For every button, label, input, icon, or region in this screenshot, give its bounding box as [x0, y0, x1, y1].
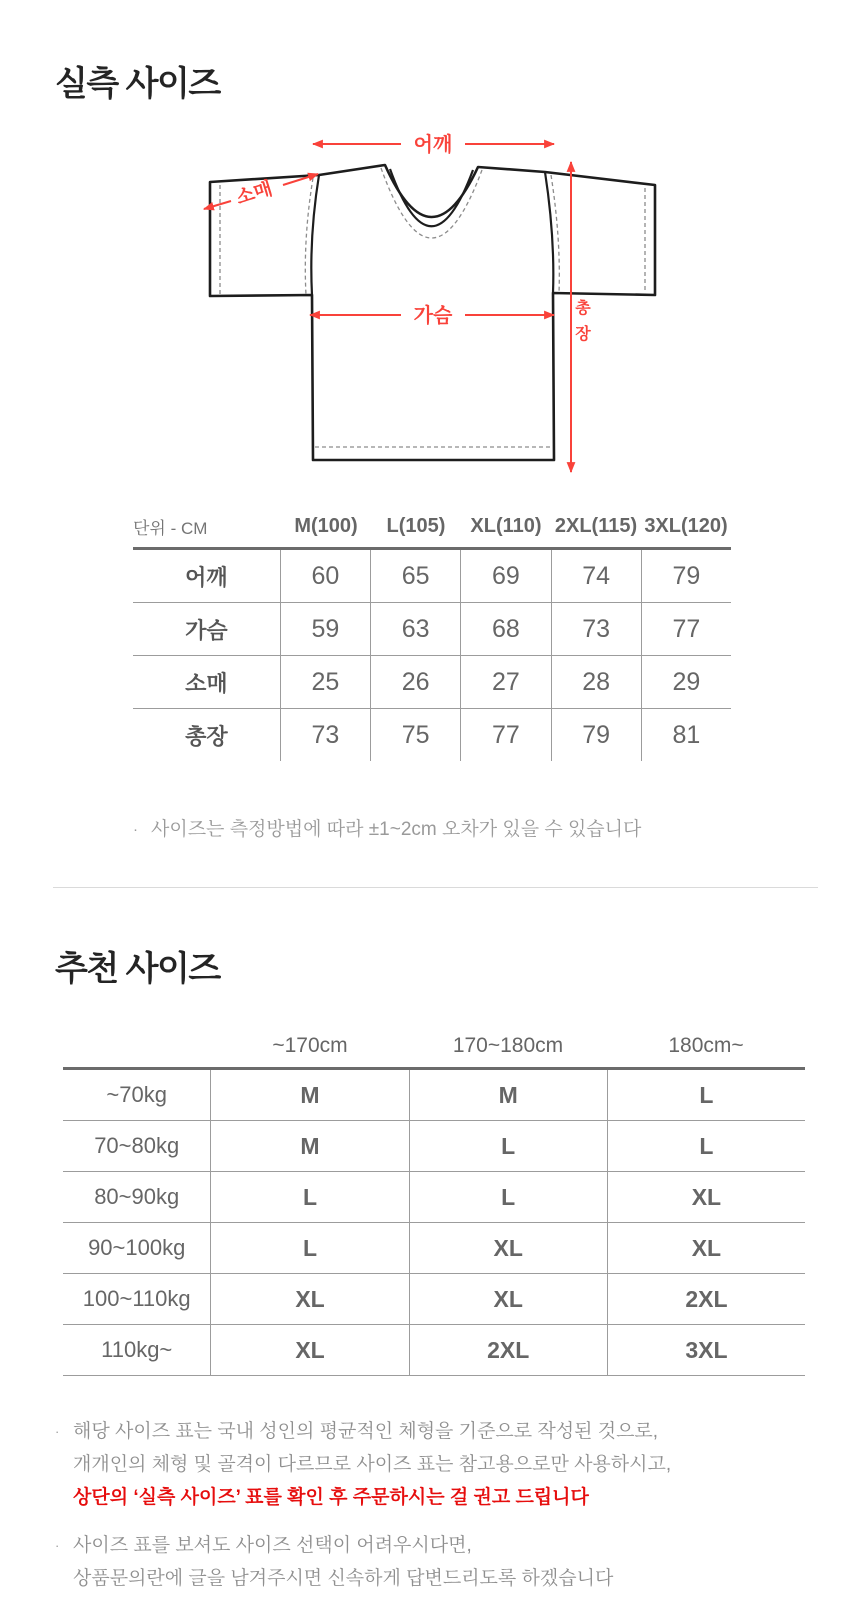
size-value: 68	[460, 603, 550, 655]
recommended-size: XL	[409, 1223, 607, 1273]
sleeve-label: 소매	[233, 178, 276, 210]
row-label: 가슴	[185, 617, 228, 643]
bullet-dot: ·	[133, 821, 138, 838]
note-text: 사이즈는 측정방법에 따라 ±1~2cm 오차가 있을 수 있습니다	[151, 819, 642, 840]
recommended-size: L	[409, 1172, 607, 1222]
size-value: 77	[641, 603, 731, 655]
recommended-size: 2XL	[607, 1274, 805, 1324]
recommended-size: XL	[607, 1172, 805, 1222]
column-header: L(105)	[386, 515, 446, 537]
bullet-dot: ·	[55, 1424, 60, 1439]
size-value: 59	[280, 603, 370, 655]
shoulder-label: 어깨	[413, 134, 453, 156]
size-value: 25	[280, 656, 370, 708]
table-row	[63, 1324, 805, 1376]
table-row	[63, 1273, 805, 1324]
column-header: M(100)	[294, 515, 358, 537]
recommended-size: L	[210, 1223, 408, 1273]
recommended-size: L	[607, 1121, 805, 1171]
size-value: 79	[641, 550, 731, 602]
table-row	[133, 602, 731, 655]
recommended-size-title: 추천 사이즈	[55, 950, 220, 988]
table-row	[63, 1171, 805, 1222]
weight-row-label: 100~110kg	[82, 1286, 191, 1311]
size-inquiry-note	[55, 1529, 613, 1595]
size-value: 65	[370, 550, 460, 602]
recommended-size: L	[607, 1070, 805, 1120]
weight-row-label: 110kg~	[101, 1337, 173, 1362]
length-label-bottom: 장	[575, 326, 591, 343]
height-column-header: ~170cm	[272, 1034, 348, 1057]
recommended-size: 3XL	[607, 1325, 805, 1375]
height-column-header: 170~180cm	[452, 1034, 564, 1057]
table-row	[63, 1070, 805, 1120]
size-value: 29	[641, 656, 731, 708]
weight-row-label: 80~90kg	[94, 1184, 180, 1209]
bullet-dot: ·	[55, 1538, 60, 1553]
recommended-table-header-row	[63, 1025, 805, 1070]
inquiry-text	[73, 1529, 613, 1595]
disclaimer-line-2: 개개인의 체형 및 골격이 다르므로 사이즈 표는 참고용으로만 사용하시고,	[73, 1454, 672, 1475]
chest-label: 가슴	[413, 305, 453, 327]
recommended-size-table	[63, 1025, 805, 1376]
size-value: 79	[551, 709, 641, 761]
recommended-size: M	[210, 1070, 408, 1120]
size-value: 28	[551, 656, 641, 708]
recommended-size: M	[409, 1070, 607, 1120]
row-label: 소매	[185, 670, 228, 696]
recommended-size: 2XL	[409, 1325, 607, 1375]
inquiry-line-2: 상품문의란에 글을 남겨주시면 신속하게 답변드리도록 하겠습니다	[73, 1568, 614, 1589]
recommended-size: XL	[409, 1274, 607, 1324]
recommended-size: L	[210, 1172, 408, 1222]
section-divider	[53, 887, 818, 888]
measured-table-header-row	[133, 506, 731, 550]
size-value: 69	[460, 550, 550, 602]
measured-size-table	[133, 506, 731, 761]
recommended-size: L	[409, 1121, 607, 1171]
measurement-tolerance-note	[133, 817, 641, 843]
size-chart-disclaimer-note	[55, 1415, 671, 1514]
recommended-size: XL	[210, 1325, 408, 1375]
size-value: 63	[370, 603, 460, 655]
size-value: 81	[641, 709, 731, 761]
size-value: 27	[460, 656, 550, 708]
recommended-size: M	[210, 1121, 408, 1171]
disclaimer-text	[73, 1415, 671, 1514]
table-row	[63, 1222, 805, 1273]
recommended-size: XL	[607, 1223, 805, 1273]
table-row	[133, 550, 731, 602]
size-value: 77	[460, 709, 550, 761]
unit-label: 단위 - CM	[133, 519, 208, 538]
table-row	[133, 708, 731, 761]
size-value: 74	[551, 550, 641, 602]
inquiry-line-1: 사이즈 표를 보셔도 사이즈 선택이 어려우시다면,	[73, 1535, 472, 1556]
size-value: 75	[370, 709, 460, 761]
measured-size-title: 실측 사이즈	[55, 65, 220, 103]
row-label: 어깨	[185, 564, 228, 590]
tshirt-measurement-diagram	[150, 115, 710, 495]
size-value: 60	[280, 550, 370, 602]
size-value: 73	[551, 603, 641, 655]
length-label-top: 총	[575, 300, 591, 317]
weight-row-label: 90~100kg	[88, 1235, 186, 1260]
table-row	[133, 655, 731, 708]
recommended-size: XL	[210, 1274, 408, 1324]
column-header: 3XL(120)	[644, 515, 728, 537]
disclaimer-line-1: 해당 사이즈 표는 국내 성인의 평균적인 체형을 기준으로 작성된 것으로,	[73, 1421, 659, 1442]
weight-row-label: ~70kg	[106, 1082, 167, 1107]
weight-row-label: 70~80kg	[94, 1133, 180, 1158]
height-column-header: 180cm~	[668, 1034, 744, 1057]
size-value: 73	[280, 709, 370, 761]
disclaimer-line-red: 상단의 ‘실측 사이즈’ 표를 확인 후 주문하시는 걸 권고 드립니다	[73, 1487, 589, 1508]
size-value: 26	[370, 656, 460, 708]
column-header: 2XL(115)	[554, 515, 638, 537]
table-row	[63, 1120, 805, 1171]
column-header: XL(110)	[470, 515, 542, 537]
row-label: 총장	[185, 723, 228, 749]
